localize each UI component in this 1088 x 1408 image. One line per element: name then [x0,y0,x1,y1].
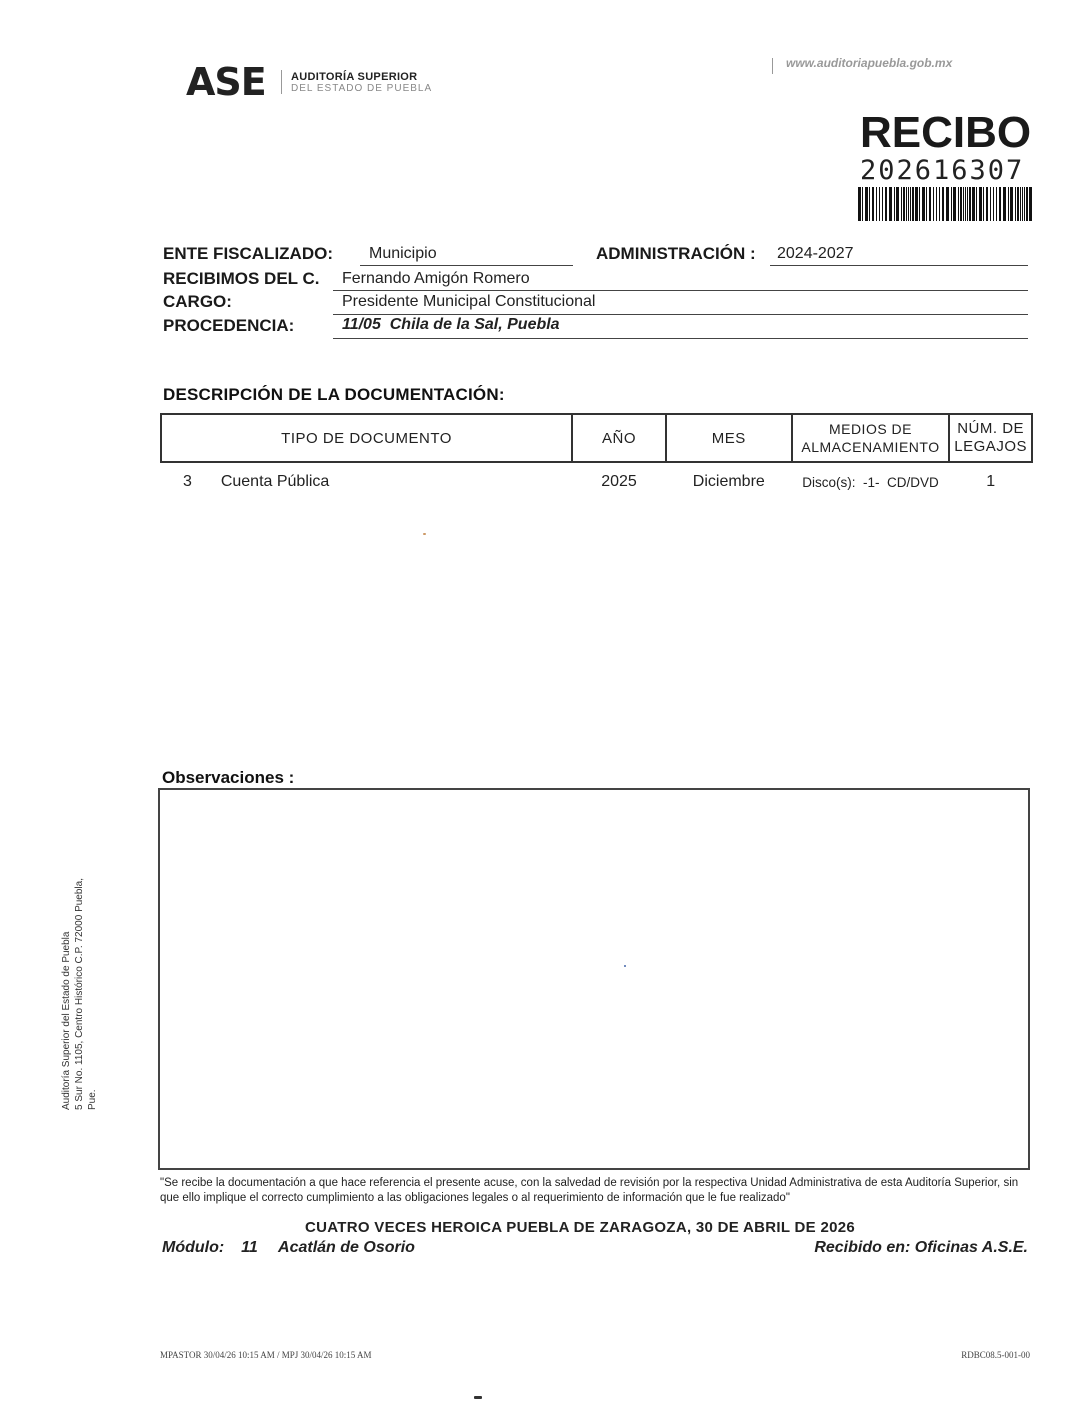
modulo-number: 11 [241,1239,258,1256]
scan-speck [474,1396,482,1399]
barcode-bar [983,187,984,221]
barcode-bar [1029,187,1032,221]
website-url: www.auditoriapuebla.gob.mx [786,56,953,70]
recibimos-underline [333,290,1028,291]
barcode-bar [1020,187,1021,221]
barcode-bar [1003,187,1006,221]
barcode-bar [951,187,952,221]
procedencia-value: 11/05 Chila de la Sal, Puebla [342,316,560,333]
cell-tipo [161,462,572,492]
barcode-bar [906,187,907,221]
barcode-bar [903,187,905,221]
table-row [161,462,1032,492]
ente-label: ENTE FISCALIZADO: [163,244,333,263]
procedencia-underline [333,338,1028,339]
cell-anio: 2025 [601,473,637,490]
barcode-bar [876,187,877,221]
barcode-icon [858,187,1033,221]
barcode-bar [967,187,968,221]
barcode-bar [976,187,977,221]
barcode-bar [872,187,874,221]
col-legajos-header-line2: LEGAJOS [954,438,1027,455]
cell-tipo-value: Cuenta Pública [220,473,330,490]
recibimos-label: RECIBIMOS DEL C. [163,269,320,288]
barcode-bar [896,187,899,221]
barcode-bar [999,187,1001,221]
observations-box [158,788,1030,1170]
website-divider [772,58,773,74]
barcode-bar [858,187,861,221]
side-address-line2: 5 Sur No. 1105, Centro Histórico C.P. 72000 Puebla, [74,878,85,1110]
barcode-bar [882,187,883,221]
col-tipo-header: TIPO DE DOCUMENTO [161,414,572,462]
barcode-bar [953,187,956,221]
cell-row-number: 3 [183,473,192,490]
barcode-bar [919,187,920,221]
barcode-bar [862,187,863,221]
barcode-bar [879,187,880,221]
cargo-label: CARGO: [163,292,232,311]
col-mes-header: MES [666,414,792,462]
cell-mes: Diciembre [692,473,765,490]
barcode-bar [942,187,944,221]
barcode-bar [894,187,895,221]
observations-title: Observaciones : [162,768,295,787]
barcode-bar [869,187,870,221]
barcode-bar [901,187,902,221]
barcode-bar [1026,187,1028,221]
cell-medios: Disco(s): -1- CD/DVD [802,474,939,490]
col-medios-header-line2: ALMACENAMIENTO [801,439,940,455]
barcode-bar [993,187,994,221]
side-address-line1: Auditoría Superior del Estado de Puebla [61,931,72,1110]
modulo-name: Acatlán de Osorio [278,1239,415,1256]
barcode-bar [963,187,964,221]
cell-legajos: 1 [986,473,996,490]
side-address [60,850,99,1110]
barcode-bar [936,187,937,221]
barcode-bar [926,187,927,221]
barcode-bar [990,187,991,221]
barcode-bar [965,187,966,221]
receipt-number: 202616307 [860,155,1025,186]
barcode-bar [960,187,962,221]
documents-table [160,413,1033,492]
recibido-en: Recibido en: Oficinas A.S.E. [814,1239,1028,1256]
barcode-bar [915,187,918,221]
barcode-bar [1008,187,1009,221]
barcode-bar [969,187,971,221]
footer-form-code: RDBC08.5-001-00 [961,1350,1030,1360]
ase-logo: ASE [186,60,266,104]
barcode-bar [908,187,909,221]
barcode-bar [910,187,911,221]
cargo-value: Presidente Municipal Constitucional [342,293,596,310]
footer-user-stamp: MPASTOR 30/04/26 10:15 AM / MPJ 30/04/26 10:15 AM [160,1350,372,1360]
admin-underline [770,265,1028,266]
scan-speck [423,533,426,535]
barcode-bar [922,187,925,221]
barcode-bar [979,187,982,221]
receipt-title: RECIBO [860,108,1032,157]
logo-line-2: DEL ESTADO DE PUEBLA [291,83,433,94]
barcode-bar [939,187,940,221]
col-medios-header [792,414,950,462]
barcode-bar [1010,187,1013,221]
col-legajos-header-line1: NÚM. DE [957,420,1025,437]
city-date-line: CUATRO VECES HEROICA PUEBLA DE ZARAGOZA, 30 DE ABRIL DE 2026 [304,1219,856,1236]
scan-speck [624,965,626,967]
barcode-bar [972,187,975,221]
table-header-row [161,414,1032,462]
modulo-label: Módulo: [162,1239,225,1256]
recibimos-value: Fernando Amigón Romero [342,270,530,287]
col-medios-header-line1: MEDIOS DE [828,421,913,437]
col-legajos-header [949,414,1032,462]
barcode-bar [889,187,892,221]
barcode-bar [1017,187,1019,221]
description-title: DESCRIPCIÓN DE LA DOCUMENTACIÓN: [163,385,505,404]
disclaimer-text: "Se recibe la documentación a que hace referencia el presente acuse, con la salvedad de revisión por la respectiva Unidad Administrativa de esta Auditoría Superior, sin que ello implique el correcto cumplimiento a las obligaciones legales o al requerimiento de información que le fue realizado" [160,1177,1019,1204]
barcode-bar [958,187,959,221]
ente-underline [360,265,573,266]
barcode-bar [946,187,949,221]
barcode-bar [933,187,934,221]
logo-line-1: AUDITORÍA SUPERIOR [291,71,418,83]
side-address-line3: Pue. [87,1089,98,1110]
col-anio-header: AÑO [572,414,666,462]
cargo-underline [333,314,1028,315]
logo-divider [281,70,282,94]
ente-value: Municipio [369,245,437,262]
barcode-bar [885,187,887,221]
barcode-bar [929,187,931,221]
barcode-bar [865,187,868,221]
barcode-bar [912,187,914,221]
barcode-bar [1022,187,1023,221]
admin-value: 2024-2027 [777,245,854,262]
procedencia-label: PROCEDENCIA: [163,316,295,335]
barcode-bar [1024,187,1025,221]
barcode-bar [1015,187,1016,221]
barcode-bar [996,187,997,221]
admin-label: ADMINISTRACIÓN : [596,244,756,263]
barcode-bar [986,187,988,221]
modulo-line [162,1239,415,1257]
